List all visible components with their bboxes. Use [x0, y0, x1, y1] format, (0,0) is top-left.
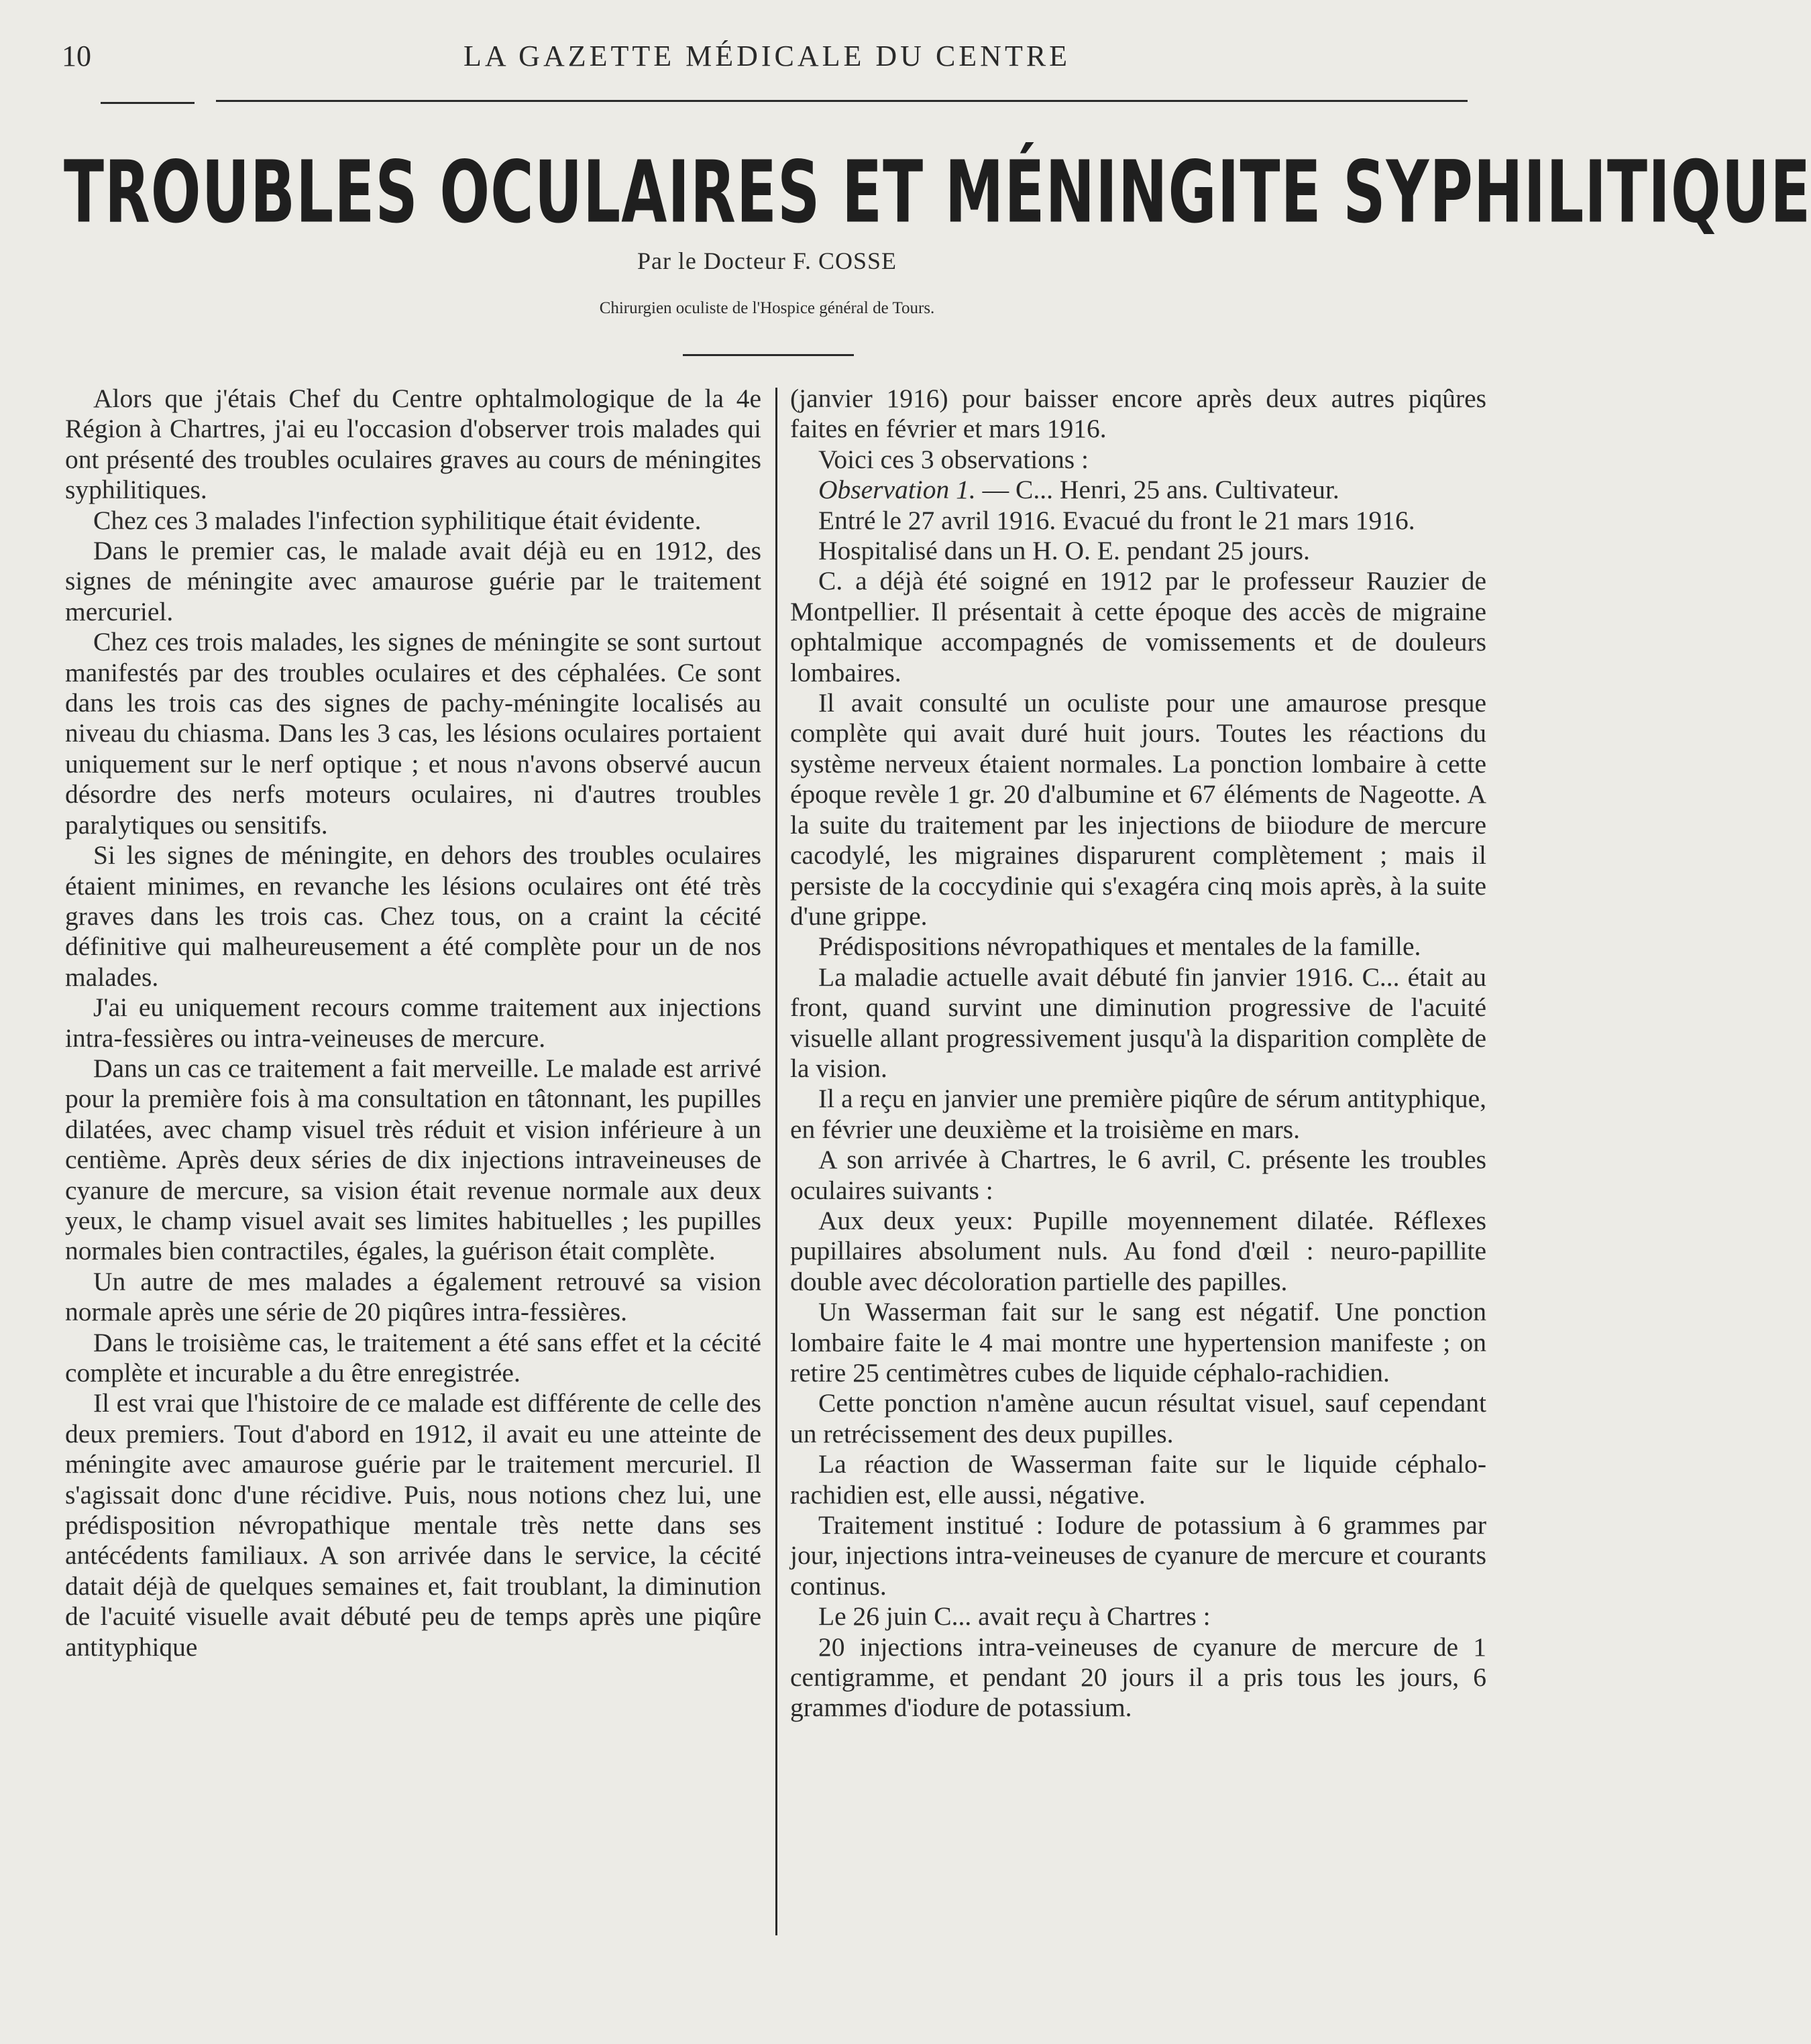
- article-affiliation: Chirurgien oculiste de l'Hospice général de Tours.: [599, 299, 935, 317]
- paragraph: Dans le troisième cas, le traitement a été sans effet et la cécité complète et incurable a du être enregistrée.: [65, 1327, 761, 1387]
- paragraph: Le 26 juin C... avait reçu à Chartres :: [818, 1601, 1211, 1632]
- paragraph: Aux deux yeux: Pupille moyennement dilatée. Réflexes pupillaires absolument nuls. Au fond d'œil : neuro-papillite double avec décoloration partielle des papilles.: [790, 1205, 1486, 1296]
- paragraph: Dans le premier cas, le malade avait déjà eu en 1912, des signes de méningite avec amaurose guérie par le traitement mercuriel.: [65, 536, 761, 626]
- paragraph: La maladie actuelle avait débuté fin janvier 1916. C... était au front, quand survint une diminution progressive de l'acuité visuelle allant progressivement jusqu'à la disparition complète de la vision.: [790, 962, 1486, 1083]
- paragraph: Un Wasserman fait sur le sang est négatif. Une ponction lombaire faite le 4 mai montre une hypertension manifeste ; on retire 25 centimètres cubes de liquide céphalo-rachidien.: [790, 1297, 1486, 1387]
- paragraph: Entré le 27 avril 1916. Evacué du front le 21 mars 1916.: [818, 505, 1415, 535]
- article-title: TROUBLES OCULAIRES ET MÉNINGITE SYPHILITIQUE: [64, 141, 1811, 242]
- paragraph: Chez ces trois malades, les signes de méningite se sont surtout manifestés par des troubles oculaires et des céphalées. Ce sont dans les trois cas des signes de pachy-méningite localisés au niveau du chiasma. Dans les 3 cas, les lésions oculaires portaient uniquement sur le nerf optique ; et nous n'avons observé aucun désordre des nerfs moteurs oculaires, ni d'autres troubles paralytiques ou sensitifs.: [65, 627, 761, 840]
- left-column: [65, 384, 761, 1662]
- header-rule-left: [101, 102, 195, 104]
- paragraph: A son arrivée à Chartres, le 6 avril, C. présente les troubles oculaires suivants :: [790, 1145, 1486, 1205]
- paragraph: Dans un cas ce traitement a fait merveille. Le malade est arrivé pour la première fois à ma consultation en tâtonnant, les pupilles dilatées, avec champ visuel très réduit et vision inférieure à un centième. Après deux séries de dix injections intraveineuses de cyanure de mercure, sa vision était revenue normale aux deux yeux, le champ visuel avait ses limites habituelles ; les pupilles normales bien contractiles, égales, la guérison était complète.: [65, 1053, 761, 1266]
- observation-text: — C... Henri, 25 ans. Cultivateur.: [975, 475, 1339, 505]
- paragraph: Il a reçu en janvier une première piqûre de sérum antityphique, en février une deuxième et la troisième en mars.: [790, 1084, 1486, 1144]
- page-number: 10: [62, 40, 91, 72]
- paragraph: Alors que j'étais Chef du Centre ophtalmologique de la 4e Région à Chartres, j'ai eu l'occasion d'observer trois malades qui ont présenté des troubles oculaires graves au cours de méningites syphilitiques.: [65, 384, 761, 505]
- running-title: LA GAZETTE MÉDICALE DU CENTRE: [463, 40, 1071, 72]
- paragraph: Si les signes de méningite, en dehors des troubles oculaires étaient minimes, en revanche les lésions oculaires ont été très graves dans les trois cas. Chez tous, on a craint la cécité définitive qui malheureusement a été complète pour un de nos malades.: [65, 840, 761, 992]
- paragraph: 20 injections intra-veineuses de cyanure de mercure de 1 centigramme, et pendant 20 jours il a pris tous les jours, 6 grammes d'iodure de potassium.: [790, 1632, 1486, 1723]
- paragraph: Il avait consulté un oculiste pour une amaurose presque complète qui avait duré huit jours. Toutes les réactions du système nerveux étaient normales. La ponction lombaire à cette époque revèle 1 gr. 20 d'albumine et 67 éléments de Nageotte. A la suite du traitement par les injections de biiodure de mercure cacodylé, les migraines disparurent complètement ; mais il persiste de la coccydinie qui s'exagéra cinq mois après, à la suite d'une grippe.: [790, 688, 1486, 931]
- paragraph: J'ai eu uniquement recours comme traitement aux injections intra-fessières ou intra-veineuses de mercure.: [65, 992, 761, 1053]
- observation-label: Observation 1.: [818, 475, 976, 505]
- paragraph: Il est vrai que l'histoire de ce malade est différente de celle des deux premiers. Tout d'abord en 1912, il avait eu une atteinte de méningite avec amaurose guérie par le traitement mercuriel. Il s'agissait donc d'une récidive. Puis, nous notions chez lui, une prédisposition névropathique mentale très nette dans ses antécédents familiaux. A son arrivée dans le service, la cécité datait déjà de quelques semaines et, fait troublant, la diminution de l'acuité visuelle avait débuté peu de temps après une piqûre antityphique: [65, 1388, 761, 1662]
- paragraph: Hospitalisé dans un H. O. E. pendant 25 jours.: [818, 536, 1310, 566]
- paragraph: Traitement institué : Iodure de potassium à 6 grammes par jour, injections intra-veineuses de cyanure de mercure et courants continus.: [790, 1510, 1486, 1601]
- paragraph: Voici ces 3 observations :: [818, 444, 1089, 474]
- paragraph: Cette ponction n'amène aucun résultat visuel, sauf cependant un retrécissement des deux pupilles.: [790, 1388, 1486, 1449]
- paragraph-continuation: (janvier 1916) pour baisser encore après deux autres piqûres faites en février et mars 1916.: [790, 384, 1486, 444]
- paragraph: Chez ces 3 malades l'infection syphilitique était évidente.: [93, 505, 702, 535]
- paragraph: La réaction de Wasserman faite sur le liquide céphalo-rachidien est, elle aussi, négative.: [790, 1449, 1486, 1510]
- observation-heading: [790, 475, 1486, 505]
- title-separator: [683, 354, 854, 356]
- header-rule-right: [216, 100, 1468, 102]
- paragraph: Prédispositions névropathiques et mentales de la famille.: [818, 931, 1421, 962]
- column-rule: [775, 388, 777, 1935]
- article-byline: Par le Docteur F. COSSE: [637, 247, 897, 274]
- paragraph: C. a déjà été soigné en 1912 par le professeur Rauzier de Montpellier. Il présentait à cette époque des accès de migraine ophtalmique accompagnés de vomissements et de douleurs lombaires.: [790, 566, 1486, 687]
- paragraph: Un autre de mes malades a également retrouvé sa vision normale après une série de 20 piqûres intra-fessières.: [65, 1266, 761, 1327]
- right-column: [790, 384, 1486, 1723]
